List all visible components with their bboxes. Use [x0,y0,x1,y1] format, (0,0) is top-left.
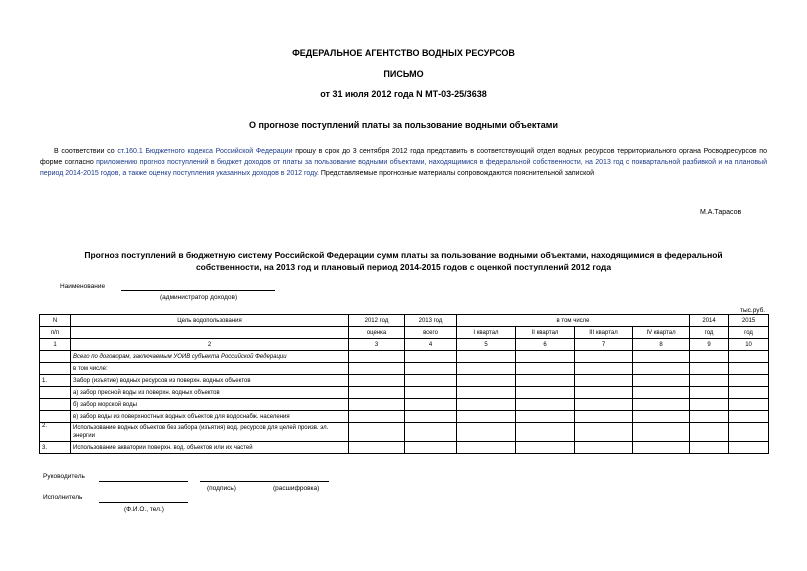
column-number-row [40,339,769,351]
row-purpose: Использование водных объектов без забора (изъятия) вод. ресурсов для целей произв. эл. энергии [71,423,349,442]
value-cell[interactable] [729,442,769,454]
row-number [40,351,71,363]
row-purpose: б) забор морской воды [71,399,349,411]
value-cell[interactable] [633,411,690,423]
value-cell[interactable] [575,442,633,454]
doc-subject: О прогнозе поступлений платы за пользование водными объектами [248,120,558,130]
value-cell[interactable] [575,387,633,399]
value-cell[interactable] [575,399,633,411]
value-cell[interactable] [405,375,457,387]
row-purpose: а) забор пресной воды из поверхн. водных объектов [71,387,349,399]
executor-label: Исполнитель [43,494,83,501]
col-2015: 2015 [729,315,769,327]
row-purpose: Забор (изъятие) водных ресурсов из поверхн. водных объектов [71,375,349,387]
value-cell[interactable] [457,399,516,411]
table-row [40,442,769,454]
col-number: 3 [349,339,405,351]
value-cell[interactable] [516,423,575,442]
doc-date: от 31 июля 2012 года N МТ-03-25/3638 [320,89,487,99]
table-row [40,375,769,387]
row-number: 3. [40,442,71,454]
budget-code-link[interactable]: ст.160.1 Бюджетного кодекса Российской Федерации [117,148,293,155]
col-number: 6 [516,339,575,351]
value-cell[interactable] [457,363,516,375]
col-q4: IV квартал [633,327,690,339]
value-cell[interactable] [633,351,690,363]
value-cell[interactable] [516,411,575,423]
value-cell[interactable] [405,423,457,442]
value-cell[interactable] [457,351,516,363]
col-number: 10 [729,339,769,351]
value-cell[interactable] [729,423,769,442]
name-caption: (администратор доходов) [160,294,238,301]
col-number: 7 [575,339,633,351]
row-purpose: в) забор воды из поверхностных водных объектов для водоснабж. населения [71,411,349,423]
col-2012: 2012 год [349,315,405,327]
value-cell[interactable] [575,363,633,375]
value-cell[interactable] [516,375,575,387]
table-row [40,387,769,399]
row-number: 1. [40,375,71,387]
value-cell[interactable] [633,423,690,442]
value-cell[interactable] [457,387,516,399]
value-cell[interactable] [690,363,729,375]
row-purpose: Всего по договорам, заключаемым УОИВ субъекта Российской Федерации [71,351,349,363]
value-cell[interactable] [690,411,729,423]
col-number: 5 [457,339,516,351]
forecast-table [39,314,769,454]
value-cell[interactable] [457,442,516,454]
value-cell[interactable] [349,375,405,387]
col-number: 4 [405,339,457,351]
name-label: Наименование [60,283,106,290]
row-purpose: Использование акватории поверхн. вод. объектов или их частей [71,442,349,454]
row-number: 2. [40,423,71,442]
value-cell[interactable] [349,363,405,375]
value-cell[interactable] [633,375,690,387]
table-row [40,399,769,411]
col-n: N [40,315,71,327]
value-cell[interactable] [690,399,729,411]
value-cell[interactable] [575,423,633,442]
form-title: Прогноз поступлений в бюджетную систему Российской Федерации сумм платы за пользование водными объектами, находящимися в федеральной собственности, на 2013 год и плановый период 2014-2015 годов с оценкой поступлений 2012 года [84,250,723,272]
decoding-caption: (расшифровка) [273,485,320,492]
value-cell[interactable] [405,351,457,363]
value-cell[interactable] [457,375,516,387]
appendix-link[interactable]: приложению прогноз поступлений в бюджет доходов от платы за пользование водными объектами, находящимися в федеральной собственности, на 2013 год с поквартальной разбивкой и на плановый период 2014-2015 годов, а также оценку поступления указанных доходов в 2012 году. [40,159,767,177]
value-cell[interactable] [575,411,633,423]
value-cell[interactable] [405,411,457,423]
value-cell[interactable] [633,387,690,399]
col-np: п/п [40,327,71,339]
header-row-1 [40,315,769,327]
value-cell[interactable] [729,363,769,375]
value-cell[interactable] [690,375,729,387]
col-q3: III квартал [575,327,633,339]
value-cell[interactable] [575,375,633,387]
value-cell[interactable] [405,399,457,411]
value-cell[interactable] [457,423,516,442]
col-2014-sub: год [690,327,729,339]
col-purpose-blank [71,327,349,339]
row-number [40,363,71,375]
head-line [99,481,188,482]
doc-type: ПИСЬМО [383,69,424,79]
letter-text-1: В соответствии со [54,148,118,155]
value-cell[interactable] [729,411,769,423]
value-cell[interactable] [516,442,575,454]
executor-line [99,502,188,503]
col-number: 8 [633,339,690,351]
table-row [40,411,769,423]
table-row [40,363,769,375]
signer-name: М.А.Тарасов [700,209,742,216]
value-cell[interactable] [349,411,405,423]
value-cell[interactable] [405,387,457,399]
col-q1: I квартал [457,327,516,339]
col-2014: 2014 [690,315,729,327]
agency-title: ФЕДЕРАЛЬНОЕ АГЕНТСТВО ВОДНЫХ РЕСУРСОВ [292,48,515,58]
letter-text-2: прошу в срок до 3 сентября 2012 года представить в соответствующий отдел водных ресурсов территориального органа Росводресурсов по форме согласно [40,148,767,166]
value-cell[interactable] [690,423,729,442]
value-cell[interactable] [690,351,729,363]
value-cell[interactable] [349,399,405,411]
value-cell[interactable] [516,363,575,375]
letter-body [40,146,767,179]
value-cell[interactable] [516,387,575,399]
col-q2: II квартал [516,327,575,339]
col-2013-sub: всего [405,327,457,339]
value-cell[interactable] [349,387,405,399]
col-2013: 2013 год [405,315,457,327]
letter-text-3: Представляемые прогнозные материалы сопровождаются пояснительной запиской [318,170,595,177]
table-row [40,423,769,442]
col-2015-sub: год [729,327,769,339]
head-label: Руководитель [43,473,85,480]
fio-caption: (Ф.И.О., тел.) [124,506,164,513]
table-row [40,351,769,363]
value-cell[interactable] [729,351,769,363]
value-cell[interactable] [349,351,405,363]
col-including: в том числе [457,315,690,327]
value-cell[interactable] [690,442,729,454]
value-cell[interactable] [729,387,769,399]
col-number: 9 [690,339,729,351]
col-number: 2 [71,339,349,351]
header-row-2 [40,327,769,339]
value-cell[interactable] [405,363,457,375]
row-purpose: в том числе: [71,363,349,375]
value-cell[interactable] [729,399,769,411]
row-number [40,387,71,399]
row-number [40,399,71,411]
signature-line [200,481,329,482]
value-cell[interactable] [633,363,690,375]
value-cell[interactable] [633,442,690,454]
value-cell[interactable] [457,411,516,423]
col-purpose: Цель водопользования [71,315,349,327]
value-cell[interactable] [633,399,690,411]
value-cell[interactable] [516,351,575,363]
name-line [121,290,275,291]
col-number: 1 [40,339,71,351]
col-2012-sub: оценка [349,327,405,339]
value-cell[interactable] [729,375,769,387]
value-cell[interactable] [349,442,405,454]
units-label: тыс.руб. [740,307,766,314]
signature-caption: (подпись) [207,485,236,492]
value-cell[interactable] [405,442,457,454]
value-cell[interactable] [575,351,633,363]
value-cell[interactable] [690,387,729,399]
value-cell[interactable] [516,399,575,411]
value-cell[interactable] [349,423,405,442]
row-number [40,411,71,423]
